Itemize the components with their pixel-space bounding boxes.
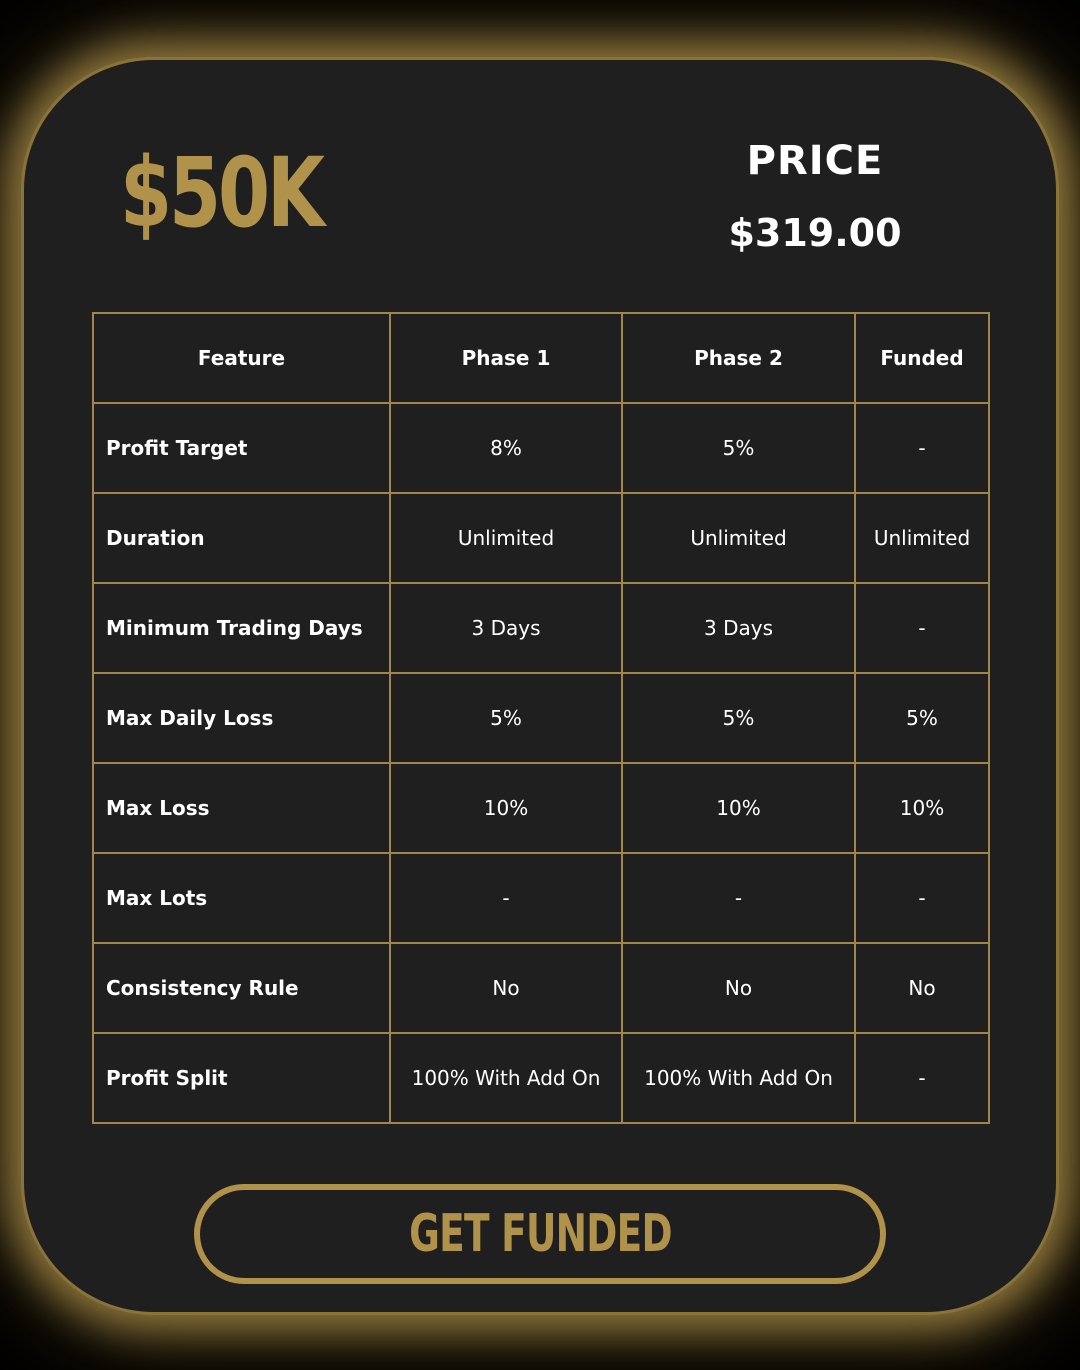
- get-funded-label: GET FUNDED: [408, 1204, 672, 1264]
- phase-1-value: 100% With Add On: [390, 1033, 622, 1123]
- phase-1-value: 8%: [390, 403, 622, 493]
- funded-value: -: [855, 1033, 989, 1123]
- table-row: [93, 673, 989, 763]
- funded-value: -: [855, 403, 989, 493]
- header-feature: Feature: [93, 313, 390, 403]
- phase-1-value: Unlimited: [390, 493, 622, 583]
- table-row: [93, 763, 989, 853]
- phase-2-value: 5%: [622, 673, 855, 763]
- phase-2-value: 3 Days: [622, 583, 855, 673]
- phase-1-value: No: [390, 943, 622, 1033]
- feature-name: Profit Split: [93, 1033, 390, 1123]
- funded-value: -: [855, 853, 989, 943]
- header-funded: Funded: [855, 313, 989, 403]
- plan-amount: $50K: [120, 137, 322, 249]
- funded-value: No: [855, 943, 989, 1033]
- table-row: [93, 943, 989, 1033]
- features-table: [92, 312, 990, 1124]
- table-row: [93, 583, 989, 673]
- table-header-row: [93, 313, 989, 403]
- feature-name: Duration: [93, 493, 390, 583]
- header-phase-2: Phase 2: [622, 313, 855, 403]
- feature-name: Consistency Rule: [93, 943, 390, 1033]
- phase-2-value: 5%: [622, 403, 855, 493]
- table-row: [93, 1033, 989, 1123]
- table-row: [93, 853, 989, 943]
- feature-name: Max Loss: [93, 763, 390, 853]
- funded-value: 5%: [855, 673, 989, 763]
- table-row: [93, 403, 989, 493]
- phase-1-value: 3 Days: [390, 583, 622, 673]
- table-row: [93, 493, 989, 583]
- price-value: $319.00: [728, 211, 902, 255]
- phase-2-value: 10%: [622, 763, 855, 853]
- get-funded-button[interactable]: [194, 1184, 886, 1284]
- phase-1-value: -: [390, 853, 622, 943]
- feature-name: Max Daily Loss: [93, 673, 390, 763]
- header-phase-1: Phase 1: [390, 313, 622, 403]
- price-label: PRICE: [746, 138, 884, 184]
- funded-value: Unlimited: [855, 493, 989, 583]
- phase-2-value: Unlimited: [622, 493, 855, 583]
- feature-name: Minimum Trading Days: [93, 583, 390, 673]
- feature-name: Max Lots: [93, 853, 390, 943]
- funded-value: -: [855, 583, 989, 673]
- phase-2-value: -: [622, 853, 855, 943]
- funded-value: 10%: [855, 763, 989, 853]
- phase-2-value: 100% With Add On: [622, 1033, 855, 1123]
- phase-2-value: No: [622, 943, 855, 1033]
- phase-1-value: 5%: [390, 673, 622, 763]
- feature-name: Profit Target: [93, 403, 390, 493]
- phase-1-value: 10%: [390, 763, 622, 853]
